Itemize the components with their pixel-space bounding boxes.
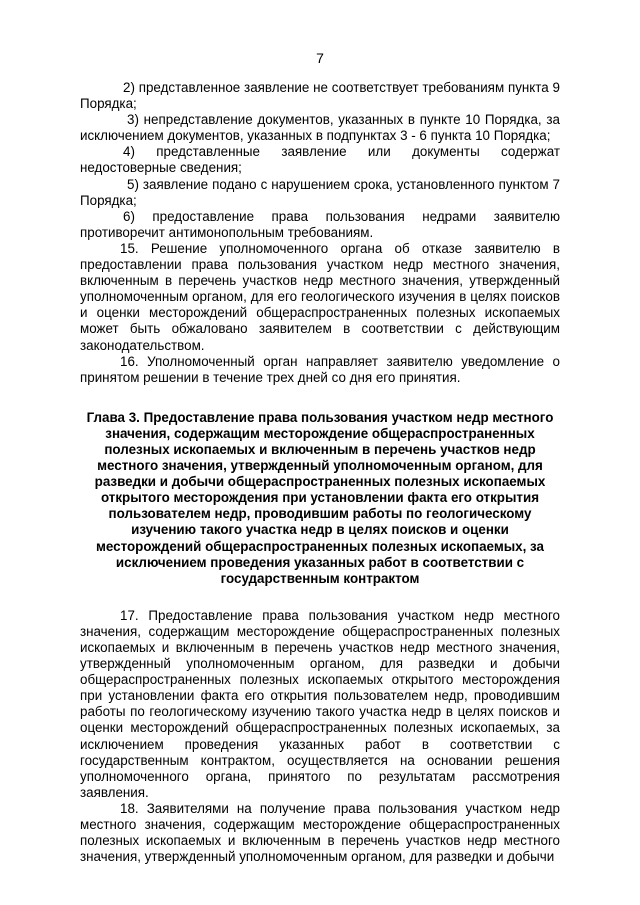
page-number: 7 [316,50,324,66]
paragraph-16: 16. Уполномоченный орган направляет заявителю уведомление о принятом решении в течение трех дней со дня его принятия. [80,353,560,385]
paragraph-17: 17. Предоставление права пользования участком недр местного значения, содержащим месторождение общераспространенных полезных ископаемых и включенным в перечень участков недр местного значения, утвержденный уполномоченным органом, для разведки и добычи общераспространенных полезных ископаемых открытого месторождения при установлении факта его открытия пользователем недр, проводившим работы по геологическому изучению такого участка недр в целях поисков и оценки месторождений общераспространенных полезных ископаемых, за исключением проведения указанных работ в соответствии с государственным контрактом, осуществляется на основании решения уполномоченного органа, принятого по результатам рассмотрения заявления. [80,607,560,800]
chapter-heading: Глава 3. Предоставление права пользования участком недр местного значения, содержащим месторождение общераспространенных полезных ископаемых и включенным в перечень участков недр местного значения, утвержденный уполномоченным органом, для разведки и добычи общераспространенных полезных ископаемых открытого месторождения при установлении факта его открытия пользователем недр, проводившим работы по геологическому изучению такого участка недр в целях поисков и оценки месторождений общераспространенных полезных ископаемых, за исключением проведения указанных работ в соответствии с государственным контрактом [86,409,554,586]
paragraph-15: 15. Решение уполномоченного органа об отказе заявителю в предоставлении права пользования участком недр местного значения, включенным в перечень участков недр местного значения, утвержденный уполномоченным органом, для его геологического изучения в целях поисков и оценки месторождений общераспространенных полезных ископаемых может быть обжаловано заявителем в соответствии с действующим законодательством. [80,240,560,353]
list-item-6: 6) предоставление права пользования недрами заявителю противоречит антимонопольным требованиям. [80,208,560,240]
list-item-2: 2) представленное заявление не соответствует требованиям пункта 9 Порядка; [80,80,560,112]
paragraph-18: 18. Заявителями на получение права пользования участком недр местного значения, содержащим месторождение общераспространенных полезных ископаемых и включенным в перечень участков недр местного значения, утвержденный уполномоченным органом, для разведки и добычи [80,800,560,865]
document-body [80,80,560,865]
list-item-5: 5) заявление подано с нарушением срока, установленного пунктом 7 Порядка; [80,176,560,208]
list-item-3: 3) непредставление документов, указанных в пункте 10 Порядка, за исключением документов, указанных в подпунктах 3 - 6 пункта 10 Порядка; [80,112,560,144]
list-item-4: 4) представленные заявление или документы содержат недостоверные сведения; [80,144,560,176]
